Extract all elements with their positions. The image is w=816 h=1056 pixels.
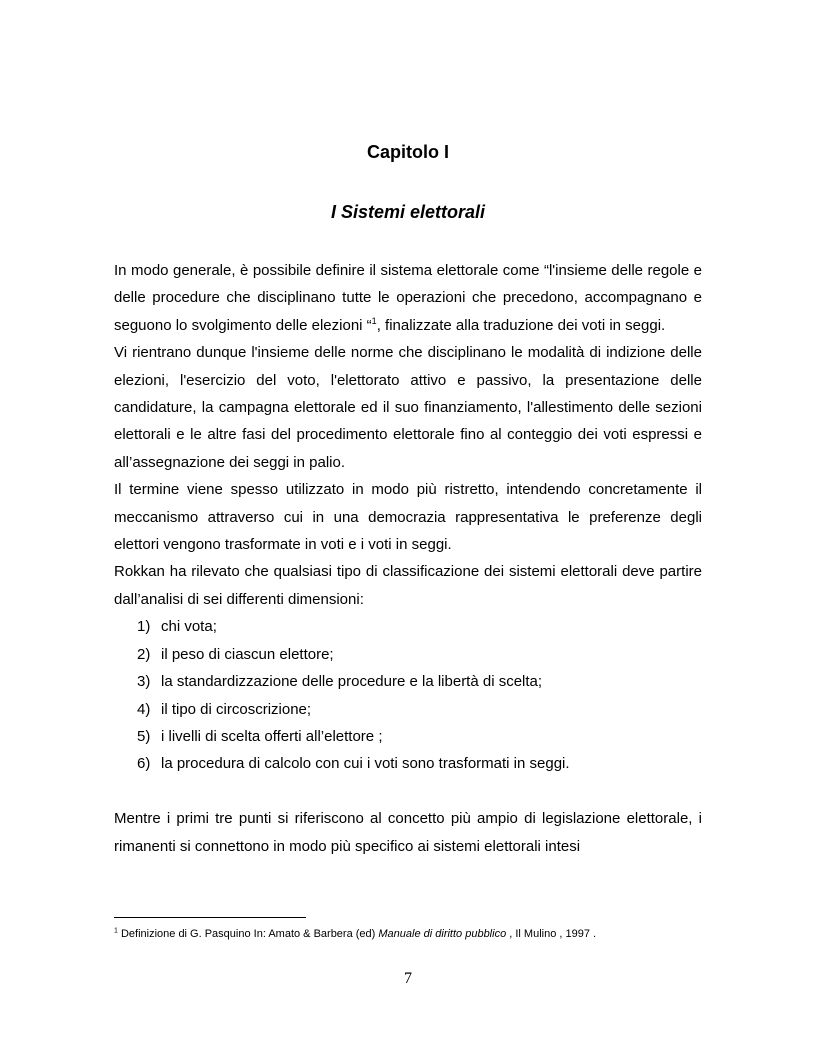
list-item-number: 6) [137,755,151,773]
paragraph-5: Mentre i primi tre punti si riferiscono al concetto più ampio di legislazione elettorale, i rimanenti si connettono in modo più specifico ai sistemi elettorali intesi [114,810,702,855]
paragraph-1-text: In modo generale, è possibile definire il sistema elettorale come “l'insieme delle regole e delle procedure che disciplinano tutte le operazioni che precedono, accompagnano e seguono lo svolgimento delle elezioni “ [114,262,702,334]
section-title: I Sistemi elettorali [330,202,486,222]
paragraph-spacer [114,778,702,805]
chapter-title: Capitolo I [367,142,449,162]
page-number: 7 [404,970,412,987]
footnote-number: 1 [114,927,118,935]
footnote-text: Definizione di G. Pasquino In: Amato & Barbera (ed) [117,928,379,940]
list-item-number: 2) [137,645,151,663]
list-item-number: 1) [137,618,151,636]
footnote-reference: 1 [371,315,377,326]
list-item-number: 4) [137,700,151,718]
list-item [114,696,702,723]
list-item [114,613,702,640]
footnote-publisher: , Il Mulino , 1997 . [506,928,597,940]
list-item [114,750,702,777]
body-text [114,257,702,860]
list-item-text: il tipo di circoscrizione; [161,700,312,718]
paragraph-2: Vi rientrano dunque l'insieme delle norme che disciplinano le modalità di indizione delle elezioni, l'esercizio del voto, l'elettorato attivo e passivo, la presentazione delle candidature, la campagna elettorale ed il suo finanziamento, l'allestimento delle sezioni elettorali e le altre fasi del procedimento elettorale fino al conteggio dei voti espressi e all’assegnazione dei seggi in palio. [114,344,702,471]
list-item-text: il peso di ciascun elettore; [161,645,334,663]
paragraph-3: Il termine viene spesso utilizzato in modo più ristretto, intendendo concretamente il meccanismo attraverso cui in una democrazia rappresentativa le preferenze degli elettori vengono trasformate in voti e i voti in seggi. [114,481,702,554]
list-item-text: la standardizzazione delle procedure e la libertà di scelta; [161,673,543,691]
paragraph-1-tail: , finalizzate alla traduzione dei voti in seggi. [376,316,666,334]
list-item [114,668,702,695]
footnote [114,928,714,940]
footnote-book-title: Manuale di diritto pubblico [378,928,507,940]
list-item-text: chi vota; [161,618,217,636]
list-item-number: 5) [137,727,151,745]
list-item-number: 3) [137,673,151,691]
dimensions-list [114,613,702,777]
list-item-text: la procedura di calcolo con cui i voti sono trasformati in seggi. [161,755,570,773]
list-item [114,723,702,750]
paragraph-4: Rokkan ha rilevato che qualsiasi tipo di classificazione dei sistemi elettorali deve partire dall’analisi di sei differenti dimensioni: [114,563,702,608]
footnote-divider [114,917,306,918]
list-item [114,641,702,668]
paragraph-1 [114,257,702,339]
list-item-text: i livelli di scelta offerti all’elettore ; [161,727,383,745]
